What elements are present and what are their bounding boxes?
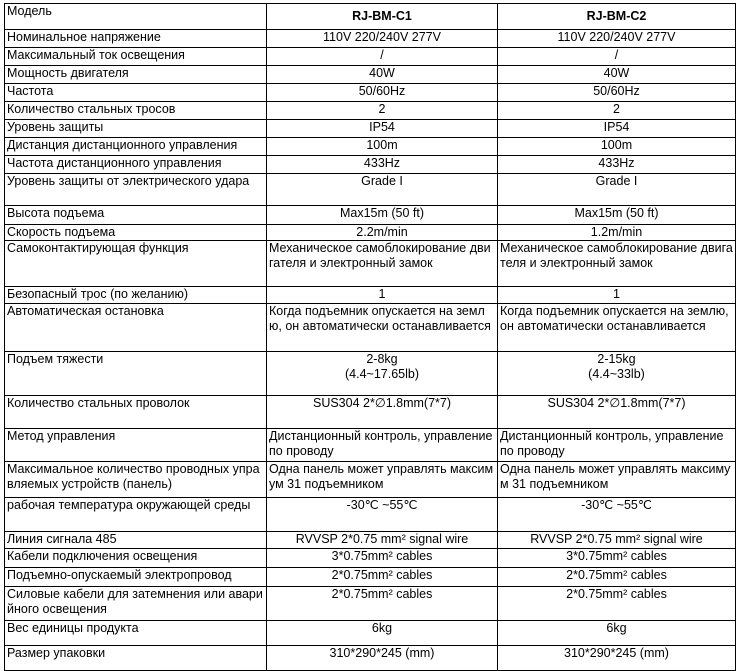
row-value-c1: / xyxy=(267,48,498,66)
row-value-c2 xyxy=(498,352,736,396)
row-value-c2: 100m xyxy=(498,138,736,156)
row-value-c1 xyxy=(267,352,498,396)
table-row xyxy=(5,102,736,120)
table-row xyxy=(5,568,736,587)
header-model-c1: RJ-BM-C1 xyxy=(267,4,498,30)
row-label: Мощность двигателя xyxy=(5,66,267,84)
row-value-c1: Max15m (50 ft) xyxy=(267,206,498,225)
row-value-c1: 2*0.75mm² cables xyxy=(267,568,498,587)
row-label: Метод управления xyxy=(5,429,267,462)
table-row xyxy=(5,621,736,646)
table-row xyxy=(5,352,736,396)
table-header-row xyxy=(5,4,736,30)
row-value-c2: 2*0.75mm² cables xyxy=(498,587,736,621)
row-label: Скорость подъема xyxy=(5,225,267,241)
table-row xyxy=(5,225,736,241)
row-value-c2: Grade I xyxy=(498,174,736,206)
row-value-c2: / xyxy=(498,48,736,66)
row-label: Уровень защиты от электрического удара xyxy=(5,174,267,206)
row-value-c2: 6kg xyxy=(498,621,736,646)
row-value-c2: 2 xyxy=(498,102,736,120)
table-row xyxy=(5,396,736,429)
load-range-kg: 2-8kg xyxy=(366,352,398,366)
table-row xyxy=(5,120,736,138)
row-value-c2: Дистанционный контроль, управление по проводу xyxy=(498,429,736,462)
table-row xyxy=(5,304,736,352)
row-label: Уровень защиты xyxy=(5,120,267,138)
row-label: рабочая температура окружающей среды xyxy=(5,498,267,532)
row-label: Высота подъема xyxy=(5,206,267,225)
row-value-c2: RVVSP 2*0.75 mm² signal wire xyxy=(498,532,736,549)
row-value-c1: 1 xyxy=(267,287,498,304)
row-label: Дистанция дистанционного управления xyxy=(5,138,267,156)
row-label: Количество стальных проволок xyxy=(5,396,267,429)
row-label: Силовые кабели для затемнения или аварийного освещения xyxy=(5,587,267,621)
row-value-c1: IP54 xyxy=(267,120,498,138)
row-label: Количество стальных тросов xyxy=(5,102,267,120)
table-row xyxy=(5,532,736,549)
row-label: Размер упаковки xyxy=(5,646,267,671)
table-row xyxy=(5,30,736,48)
row-value-c2: 310*290*245 (mm) xyxy=(498,646,736,671)
row-value-c1: 100m xyxy=(267,138,498,156)
row-value-c1: RVVSP 2*0.75 mm² signal wire xyxy=(267,532,498,549)
row-label: Подъем тяжести xyxy=(5,352,267,396)
row-value-c1: 110V 220/240V 277V xyxy=(267,30,498,48)
row-label: Вес единицы продукта xyxy=(5,621,267,646)
row-value-c1: -30℃ ~55℃ xyxy=(267,498,498,532)
table-row xyxy=(5,549,736,568)
row-value-c2: Max15m (50 ft) xyxy=(498,206,736,225)
row-value-c1: Grade I xyxy=(267,174,498,206)
row-value-c2: IP54 xyxy=(498,120,736,138)
row-label: Частота дистанционного управления xyxy=(5,156,267,174)
row-value-c2: 433Hz xyxy=(498,156,736,174)
row-label: Безопасный трос (по желанию) xyxy=(5,287,267,304)
table-row xyxy=(5,206,736,225)
load-range-kg: 2-15kg xyxy=(597,352,636,366)
row-value-c2: Механическое самоблокирование двигателя и электронный замок xyxy=(498,241,736,287)
table-row xyxy=(5,156,736,174)
table-row xyxy=(5,287,736,304)
row-value-c1: Дистанционный контроль, управление по проводу xyxy=(267,429,498,462)
row-value-c1: 2.2m/min xyxy=(267,225,498,241)
table-row xyxy=(5,66,736,84)
table-row xyxy=(5,84,736,102)
row-value-c1: 40W xyxy=(267,66,498,84)
spec-table xyxy=(4,3,736,671)
row-value-c2: 50/60Hz xyxy=(498,84,736,102)
row-value-c2: 1 xyxy=(498,287,736,304)
table-row xyxy=(5,48,736,66)
table-row xyxy=(5,138,736,156)
table-row xyxy=(5,587,736,621)
table-row xyxy=(5,498,736,532)
row-label: Кабели подключения освещения xyxy=(5,549,267,568)
row-value-c2: Когда подъемник опускается на землю, он автоматически останавливается xyxy=(498,304,736,352)
row-value-c2: Одна панель может управлять максимум 31 подъемником xyxy=(498,462,736,498)
row-value-c1: Одна панель может управлять максимум 31 подъемником xyxy=(267,462,498,498)
load-range-lb: (4.4~33lb) xyxy=(588,367,645,381)
table-row xyxy=(5,174,736,206)
load-range-lb: (4.4~17.65lb) xyxy=(344,367,419,381)
row-value-c1: 3*0.75mm² cables xyxy=(267,549,498,568)
row-value-c1: Когда подъемник опускается на землю, он автоматически останавливается xyxy=(267,304,498,352)
row-label: Номинальное напряжение xyxy=(5,30,267,48)
table-row xyxy=(5,241,736,287)
row-value-c1: 2 xyxy=(267,102,498,120)
row-value-c1: Механическое самоблокирование двигателя и электронный замок xyxy=(267,241,498,287)
header-model-c2: RJ-BM-C2 xyxy=(498,4,736,30)
row-label: Линия сигнала 485 xyxy=(5,532,267,549)
row-value-c2: SUS304 2*∅1.8mm(7*7) xyxy=(498,396,736,429)
row-label: Самоконтактирующая функция xyxy=(5,241,267,287)
row-label: Частота xyxy=(5,84,267,102)
row-value-c1: 433Hz xyxy=(267,156,498,174)
table-row xyxy=(5,646,736,671)
row-value-c2: 3*0.75mm² cables xyxy=(498,549,736,568)
row-value-c1: 310*290*245 (mm) xyxy=(267,646,498,671)
row-value-c2: -30℃ ~55℃ xyxy=(498,498,736,532)
row-value-c1: SUS304 2*∅1.8mm(7*7) xyxy=(267,396,498,429)
table-row xyxy=(5,462,736,498)
row-label: Максимальный ток освещения xyxy=(5,48,267,66)
row-value-c1: 2*0.75mm² cables xyxy=(267,587,498,621)
table-row xyxy=(5,429,736,462)
row-label: Подъемно-опускаемый электропровод xyxy=(5,568,267,587)
row-value-c2: 2*0.75mm² cables xyxy=(498,568,736,587)
row-value-c2: 110V 220/240V 277V xyxy=(498,30,736,48)
row-value-c2: 1.2m/min xyxy=(498,225,736,241)
header-label: Модель xyxy=(5,4,267,30)
row-label: Максимальное количество проводных управляемых устройств (панель) xyxy=(5,462,267,498)
row-value-c1: 50/60Hz xyxy=(267,84,498,102)
row-value-c2: 40W xyxy=(498,66,736,84)
row-label: Автоматическая остановка xyxy=(5,304,267,352)
row-value-c1: 6kg xyxy=(267,621,498,646)
